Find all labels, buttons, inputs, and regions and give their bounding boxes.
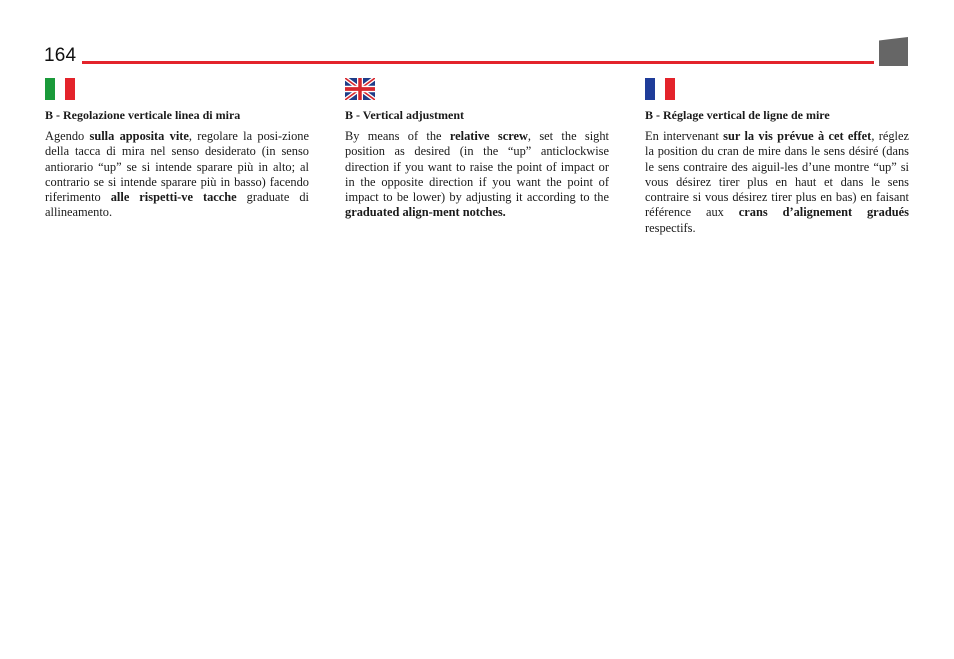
flag-stripe-red [665, 78, 675, 100]
uk-flag-icon [345, 78, 375, 100]
flag-stripe-white [55, 78, 65, 100]
bold-text-run: relative screw [449, 129, 528, 143]
text-run: graduate di allineamento. [45, 190, 309, 220]
italy-flag-icon [45, 78, 75, 100]
text-run: En intervenant [645, 129, 724, 143]
text-run: , set the sight position as desired (in the “up” anticlockwise direction if you want to raise the point of impact or in the opposite direction if you want the point of impact to be lower) by adjusting it according to the [345, 129, 609, 205]
body-text-en [345, 129, 609, 221]
column-french [645, 78, 909, 236]
flag-stripe-red [65, 78, 75, 100]
section-heading-en: B - Vertical adjustment [345, 108, 464, 122]
text-run: , réglez la position du cran de mire dans le sens désiré (dans le sens contraire des aiguil-les d’une montre “up” si vous désirez tirer plus en haut et dans le sens contraire si vous désirez tirer plus en bas) en faisant référence aux [645, 129, 909, 220]
column-italian [45, 78, 309, 221]
text-run: respectifs. [645, 220, 696, 235]
text-run: , regolare la posi-zione della tacca di mira nel senso desiderato (in senso antiorario “up” se si intende sparare più in alto; al contrario se si intende sparare più in basso) facendo riferimento [45, 129, 309, 205]
flag-stripe-white [655, 78, 665, 100]
section-heading-it: B - Regolazione verticale linea di mira [45, 108, 241, 122]
body-text-it [45, 129, 309, 221]
page-number: 164 [44, 45, 77, 66]
bold-text-run: sur la vis prévue à cet effet [723, 129, 872, 143]
text-run: By means of the [345, 129, 450, 143]
bold-text-run: crans d’alignement gradués [738, 205, 909, 220]
bold-text-run: alle rispetti-ve tacche [110, 190, 237, 205]
header-rule [82, 61, 874, 64]
column-english [345, 78, 609, 221]
body-text-fr [645, 129, 909, 236]
section-heading-fr: B - Réglage vertical de ligne de mire [645, 108, 830, 122]
france-flag-icon [645, 78, 675, 100]
bold-text-run: sulla apposita vite [89, 129, 189, 143]
corner-tab [879, 37, 908, 66]
flag-stripe-green [45, 78, 55, 100]
flag-stripe-blue [645, 78, 655, 100]
text-run: Agendo [45, 129, 90, 143]
bold-text-run: graduated align-ment notches. [345, 205, 506, 220]
